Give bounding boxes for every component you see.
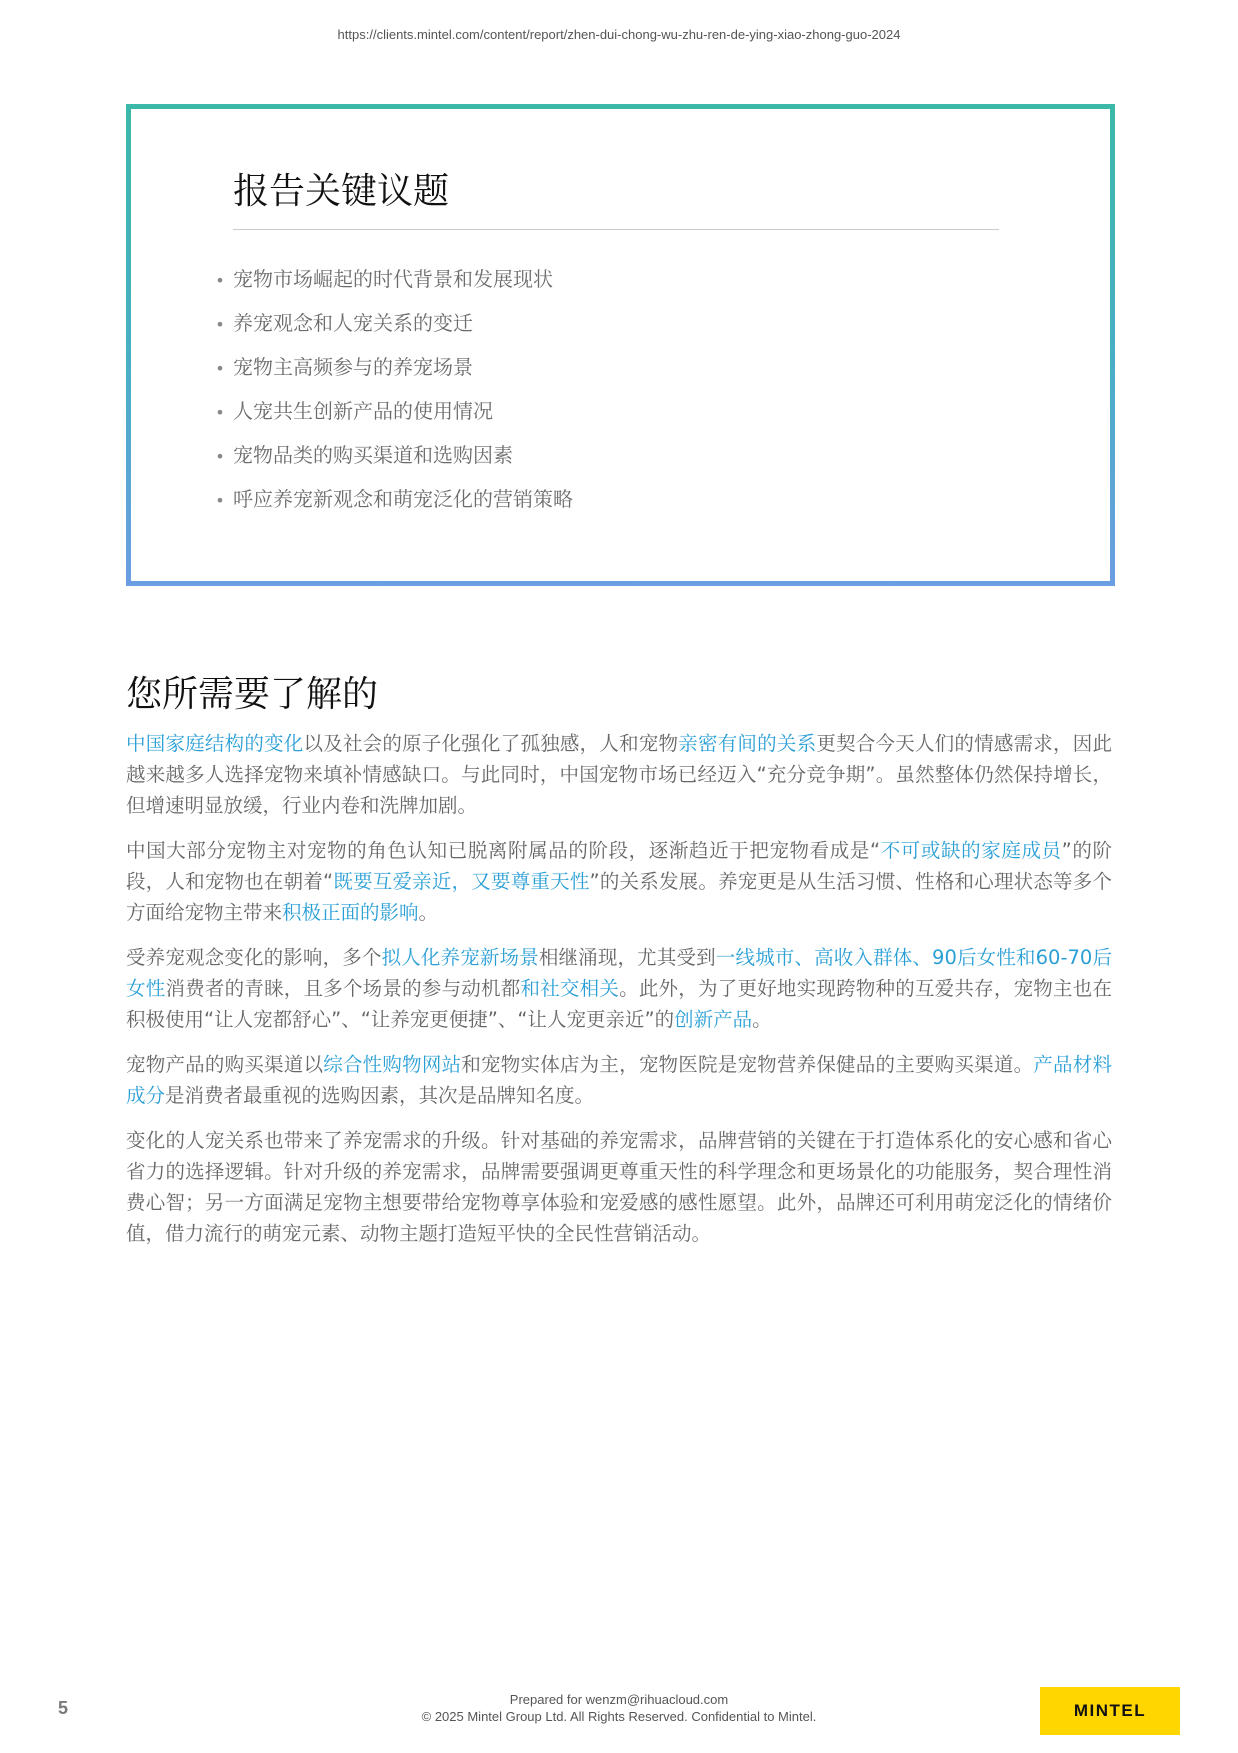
text-run: 是消费者最重视的选购因素，其次是品牌知名度。 [165, 1084, 595, 1107]
section-body [126, 728, 1112, 1263]
topic-text: 呼应养宠新观念和萌宠泛化的营销策略 [233, 487, 573, 511]
text-run: 拟人化养宠新场景 [381, 946, 539, 969]
section-title: 您所需要了解的 [126, 674, 379, 715]
topic-text: 宠物主高频参与的养宠场景 [233, 355, 473, 379]
page-number: 5 [58, 1698, 69, 1718]
key-topics-list [207, 257, 573, 521]
title-divider [233, 229, 999, 230]
text-run: 受养宠观念变化的影响，多个 [126, 946, 382, 969]
bullet-icon: • [215, 447, 225, 466]
key-topics-box [126, 104, 1115, 586]
body-paragraph [126, 728, 1112, 821]
text-run: 积极正面的影响 [282, 901, 419, 924]
topic-text: 宠物市场崛起的时代背景和发展现状 [233, 267, 553, 291]
prepared-for-text: Prepared for wenzm@rihuacloud.com [509, 1692, 729, 1707]
text-run: 产品材料成分 [126, 1053, 1112, 1107]
text-run: 不可或缺的家庭成员 [880, 839, 1062, 862]
text-run: 更契合今天人们的情感需求，因此越来越多人选择宠物来填补情感缺口。与此同时，中国宠物市场已经迈入“充分竞争期”。虽然整体仍然保持增长，但增速明显放缓，行业内卷和洗牌加剧。 [126, 732, 1112, 817]
text-run: 以及社会的原子化强化了孤独感，人和宠物 [303, 732, 679, 755]
text-run: 一线城市、高收入群体、90后女性和60-70后女性 [126, 946, 1112, 1000]
report-url: https://clients.mintel.com/content/report/zhen-dui-chong-wu-zhu-ren-de-ying-xiao-zhong-guo-2024 [337, 27, 901, 42]
key-topics-title: 报告关键议题 [233, 171, 450, 212]
text-run: 和社交相关 [520, 977, 620, 1000]
topic-text: 养宠观念和人宠关系的变迁 [233, 311, 473, 335]
text-run: 。 [418, 901, 439, 924]
body-paragraph [126, 1049, 1112, 1111]
topic-item [207, 389, 573, 433]
topic-text: 宠物品类的购买渠道和选购因素 [233, 443, 513, 467]
bullet-icon: • [215, 359, 225, 378]
bullet-icon: • [215, 403, 225, 422]
text-run: 相继涌现，尤其受到 [538, 946, 716, 969]
text-run: ”的阶段，人和宠物也在朝着“ [126, 839, 1112, 893]
topic-item [207, 301, 573, 345]
bullet-icon: • [215, 315, 225, 334]
mintel-logo: MINTEL [1040, 1687, 1180, 1735]
body-paragraph [126, 835, 1112, 928]
topic-item [207, 433, 573, 477]
text-run: 。此外，为了更好地实现跨物种的互爱共存，宠物主也在积极使用“让人宠都舒心”、“让养宠更便捷”、“让人宠更亲近”的 [126, 977, 1112, 1031]
text-run: 创新产品 [674, 1008, 753, 1031]
text-run: 消费者的青睐，且多个场景的参与动机都 [165, 977, 521, 1000]
text-run: 变化的人宠关系也带来了养宠需求的升级。针对基础的养宠需求，品牌营销的关键在于打造体系化的安心感和省心省力的选择逻辑。针对升级的养宠需求，品牌需要强调更尊重天性的科学理念和更场景化的功能服务，契合理性消费心智；另一方面满足宠物主想要带给宠物尊享体验和宠爱感的感性愿望。此外，品牌还可利用萌宠泛化的情绪价值，借力流行的萌宠元素、动物主题打造短平快的全民性营销活动。 [126, 1129, 1112, 1245]
topic-item [207, 477, 573, 521]
text-run: 和宠物实体店为主，宠物医院是宠物营养保健品的主要购买渠道。 [461, 1053, 1034, 1076]
text-run: 综合性购物网站 [323, 1053, 462, 1076]
text-run: 。 [752, 1008, 772, 1031]
topic-item [207, 257, 573, 301]
body-paragraph [126, 942, 1112, 1035]
text-run: 中国家庭结构的变化 [126, 732, 304, 755]
text-run: 亲密有间的关系 [678, 732, 817, 755]
topic-item [207, 345, 573, 389]
copyright-text: © 2025 Mintel Group Ltd. All Rights Reserved. Confidential to Mintel. [421, 1709, 817, 1724]
topic-text: 人宠共生创新产品的使用情况 [233, 399, 493, 423]
text-run: 中国大部分宠物主对宠物的角色认知已脱离附属品的阶段，逐渐趋近于把宠物看成是“ [126, 839, 881, 862]
key-topics-inner [131, 109, 1110, 581]
text-run: ”的关系发展。养宠更是从生活习惯、性格和心理状态等多个方面给宠物主带来 [126, 870, 1112, 924]
bullet-icon: • [215, 271, 225, 290]
text-run: 既要互爱亲近，又要尊重天性 [333, 870, 590, 893]
text-run: 宠物产品的购买渠道以 [126, 1053, 324, 1076]
bullet-icon: • [215, 491, 225, 510]
body-paragraph [126, 1125, 1112, 1249]
